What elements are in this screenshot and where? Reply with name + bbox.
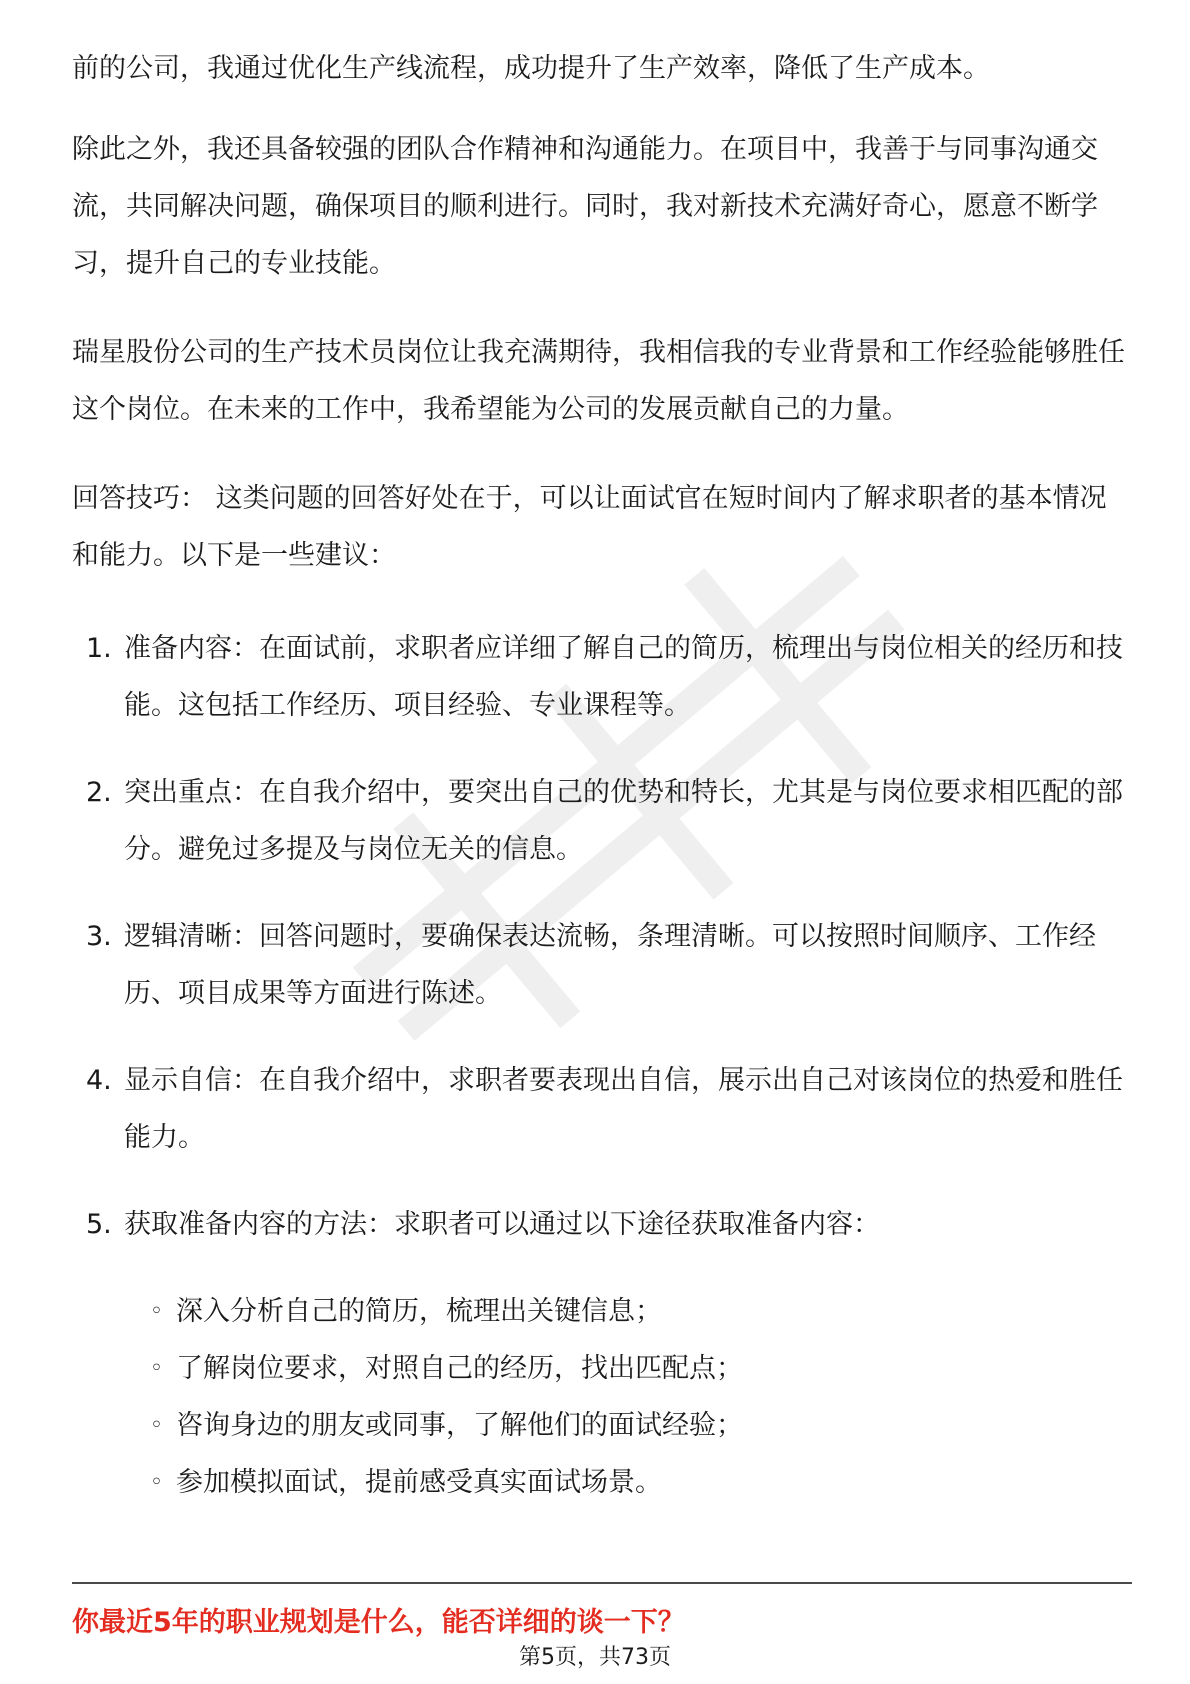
list-number: 1. (86, 633, 112, 664)
list-item (72, 1052, 1132, 1166)
sublist-item (72, 1283, 1132, 1340)
document-body (72, 40, 1132, 1511)
list-text: 突出重点：在自我介绍中，要突出自己的优势和特长，尤其是与岗位要求相匹配的部分。避免过多提及与岗位无关的信息。 (124, 777, 1123, 865)
list-number: 5. (86, 1209, 112, 1240)
next-question-heading: 你最近5年的职业规划是什么，能否详细的谈一下？ (72, 1607, 685, 1638)
sublist-text: 深入分析自己的简历，梳理出关键信息； (176, 1296, 662, 1327)
sublist-text: 参加模拟面试，提前感受真实面试场景。 (176, 1467, 662, 1498)
sublist-item (72, 1454, 1132, 1511)
answer-tips-paragraph (72, 470, 1132, 584)
list-text: 获取准备内容的方法：求职者可以通过以下途径获取准备内容： (124, 1209, 880, 1240)
list-number: 2. (86, 777, 112, 808)
tips-text: 这类问题的回答好处在于，可以让面试官在短时间内了解求职者的基本情况和能力。以下是一些建议： (72, 483, 1107, 571)
sublist-item (72, 1340, 1132, 1397)
bullet-icon: ◦ (150, 1299, 163, 1324)
list-text: 逻辑清晰：回答问题时，要确保表达流畅，条理清晰。可以按照时间顺序、工作经历、项目成果等方面进行陈述。 (124, 921, 1096, 1009)
list-number: 4. (86, 1065, 112, 1096)
list-number: 3. (86, 921, 112, 952)
paragraph-2: 除此之外，我还具备较强的团队合作精神和沟通能力。在项目中，我善于与同事沟通交流，共同解决问题，确保项目的顺利进行。同时，我对新技术充满好奇心，愿意不断学习，提升自己的专业技能。 (72, 134, 1098, 279)
list-item (72, 620, 1132, 734)
sublist-text: 咨询身边的朋友或同事，了解他们的面试经验； (176, 1410, 743, 1441)
methods-sublist (72, 1283, 1132, 1511)
tips-list (72, 620, 1132, 1253)
paragraph-3: 瑞星股份公司的生产技术员岗位让我充满期待，我相信我的专业背景和工作经验能够胜任这个岗位。在未来的工作中，我希望能为公司的发展贡献自己的力量。 (72, 337, 1125, 425)
bullet-icon: ◦ (150, 1413, 163, 1438)
bullet-icon: ◦ (150, 1470, 163, 1495)
sublist-item (72, 1397, 1132, 1454)
list-item (72, 764, 1132, 878)
divider (72, 1582, 1132, 1584)
paragraph-1: 前的公司，我通过优化生产线流程，成功提升了生产效率，降低了生产成本。 (72, 53, 990, 84)
list-item (72, 1196, 1132, 1253)
page-number: 第5页，共73页 (519, 1645, 671, 1670)
tips-label: 回答技巧： (72, 483, 207, 514)
bullet-icon: ◦ (150, 1356, 163, 1381)
list-text: 显示自信：在自我介绍中，求职者要表现出自信，展示出自己对该岗位的热爱和胜任能力。 (124, 1065, 1123, 1153)
sublist-text: 了解岗位要求，对照自己的经历，找出匹配点； (176, 1353, 743, 1384)
list-text: 准备内容：在面试前，求职者应详细了解自己的简历，梳理出与岗位相关的经历和技能。这包括工作经历、项目经验、专业课程等。 (124, 633, 1123, 721)
list-item (72, 908, 1132, 1022)
